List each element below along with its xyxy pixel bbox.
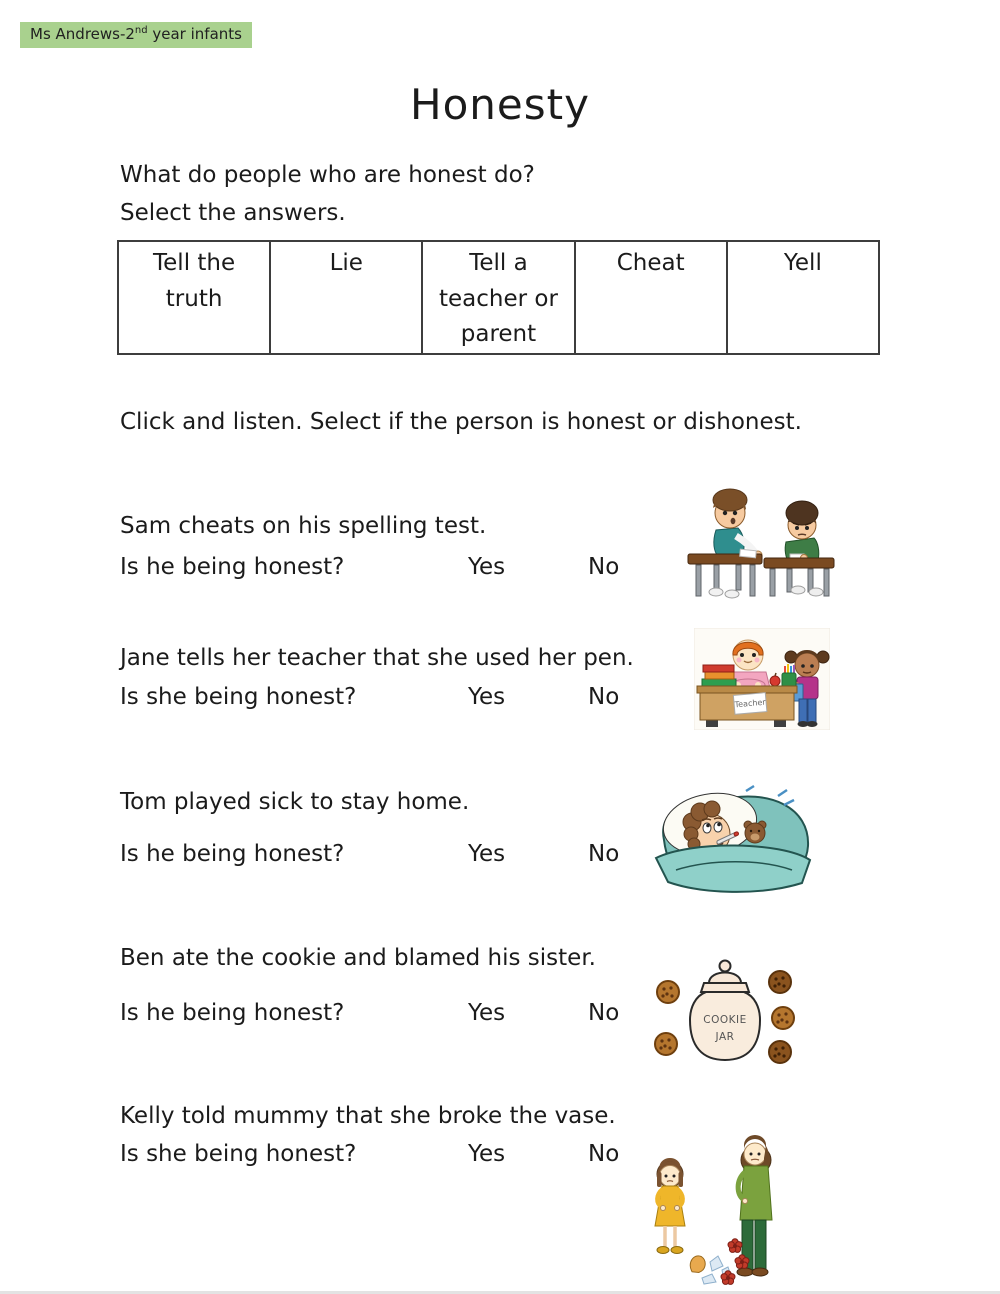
- option-tell-teacher-or-parent[interactable]: Tell a teacher or parent: [422, 241, 574, 354]
- option-lie[interactable]: Lie: [270, 241, 422, 354]
- question-5-yes-option[interactable]: Yes: [468, 1141, 506, 1167]
- cookie: [772, 1007, 794, 1029]
- cookie: [657, 981, 679, 1003]
- question-3-no-option[interactable]: No: [588, 841, 620, 867]
- boy2-shoe: [809, 588, 823, 596]
- intro-question: What do people who are honest do?: [120, 162, 535, 188]
- question-2-prompt: Is she being honest?: [120, 684, 357, 710]
- broken-vase-illustration: [638, 1130, 796, 1286]
- boy2-shoe: [791, 586, 805, 594]
- right-desk-top: [764, 558, 834, 568]
- question-3-prompt: Is he being honest?: [120, 841, 345, 867]
- question-1-statement[interactable]: Sam cheats on his spelling test.: [120, 513, 487, 539]
- teacher-class-badge: [20, 22, 252, 48]
- question-1-prompt: Is he being honest?: [120, 554, 345, 580]
- answer-options-table: [117, 240, 880, 355]
- cheating-boys-illustration: [686, 484, 836, 600]
- option-yell[interactable]: Yell: [727, 241, 879, 354]
- sick-boy-in-bed-illustration: [650, 778, 816, 894]
- question-2-statement[interactable]: Jane tells her teacher that she used her pen.: [120, 645, 634, 671]
- boy-writing: [785, 501, 819, 562]
- cookie: [655, 1033, 677, 1055]
- question-3-statement[interactable]: Tom played sick to stay home.: [120, 789, 470, 815]
- question-4-prompt: Is he being honest?: [120, 1000, 345, 1026]
- cookie: [769, 971, 791, 993]
- question-4-no-option[interactable]: No: [588, 1000, 620, 1026]
- answer-options-row: [118, 241, 879, 354]
- teacher-sign-text: Teacher: [734, 697, 766, 710]
- book-stack: [702, 665, 736, 686]
- cookie-jar: [690, 961, 760, 1061]
- badge-text: Ms Andrews-2: [30, 25, 135, 43]
- question-1-yes-option[interactable]: Yes: [468, 554, 506, 580]
- page-title: Honesty: [410, 80, 590, 129]
- paper: [740, 549, 757, 558]
- question-4-statement[interactable]: Ben ate the cookie and blamed his sister.: [120, 945, 596, 971]
- boy1-shoe: [725, 590, 739, 598]
- girl-figure: [655, 1158, 685, 1254]
- boy1-shoe: [709, 588, 723, 596]
- boy-peeking: [713, 489, 762, 559]
- pencil-cup: [782, 664, 796, 688]
- question-2-no-option[interactable]: No: [588, 684, 620, 710]
- cookie-jar-label-line2: JAR: [715, 1031, 735, 1043]
- option-cheat[interactable]: Cheat: [575, 241, 727, 354]
- question-5-prompt: Is she being honest?: [120, 1141, 357, 1167]
- question-1-answer-row: [120, 554, 760, 580]
- teacher-and-girl-illustration: [694, 628, 830, 730]
- question-2-yes-option[interactable]: Yes: [468, 684, 506, 710]
- question-1-no-option[interactable]: No: [588, 554, 620, 580]
- question-5-statement[interactable]: Kelly told mummy that she broke the vase.: [120, 1103, 616, 1129]
- listen-instruction: Click and listen. Select if the person is honest or dishonest.: [120, 409, 802, 435]
- cookie-jar-label-line1: COOKIE: [703, 1014, 747, 1026]
- teddy-bear: [744, 821, 766, 843]
- badge-text-suffix: year infants: [147, 25, 242, 43]
- cookie: [769, 1041, 791, 1063]
- left-desk: [696, 565, 755, 596]
- question-5-no-option[interactable]: No: [588, 1141, 620, 1167]
- question-4-yes-option[interactable]: Yes: [468, 1000, 506, 1026]
- question-3-yes-option[interactable]: Yes: [468, 841, 506, 867]
- option-tell-the-truth[interactable]: Tell the truth: [118, 241, 270, 354]
- cookie-jar-illustration: [650, 956, 800, 1066]
- question-2-answer-row: [120, 684, 760, 710]
- intro-instruction: Select the answers.: [120, 200, 346, 226]
- badge-superscript: nd: [134, 25, 148, 36]
